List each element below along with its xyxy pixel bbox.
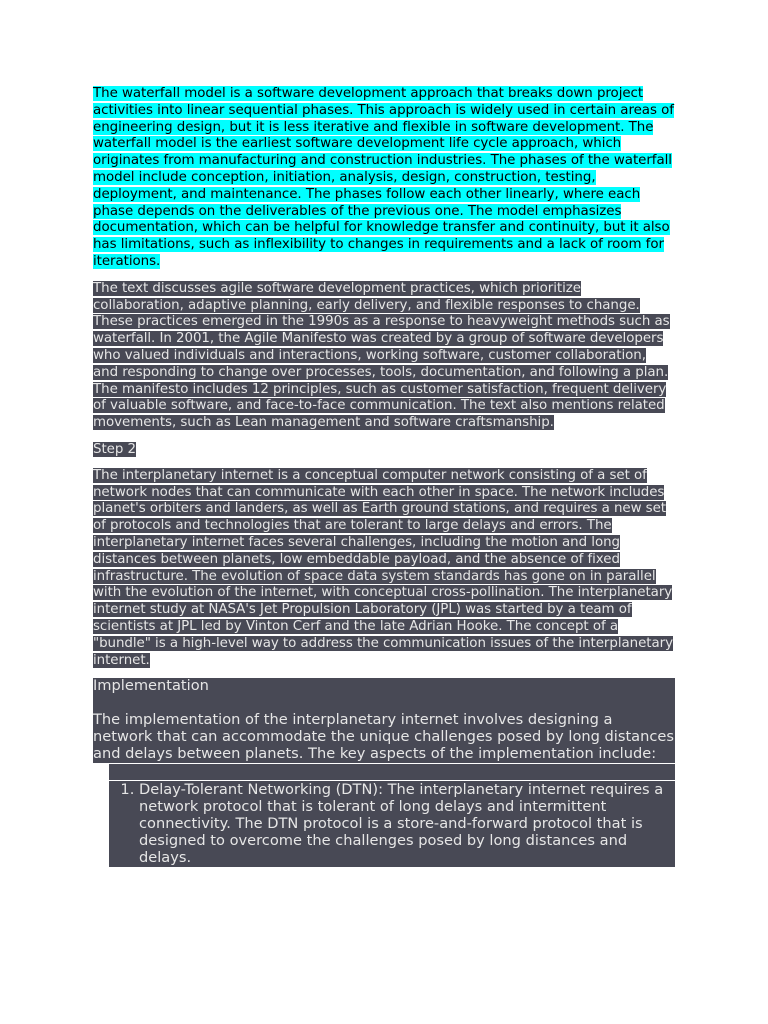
implementation-list-block — [109, 781, 675, 868]
waterfall-paragraph-text: The waterfall model is a software development approach that breaks down project activities into linear sequential phases. This approach is widely used in certain areas of engineering design, but it is less iterative and flexible in software development. The waterfall model is the earliest software development life cycle approach, which originates from manufacturing and construction industries. The phases of the waterfall model include conception, initiation, analysis, design, construction, testing, deployment, and maintenance. The phases follow each other linearly, where each phase depends on the deliverables of the previous one. The model emphasizes documentation, which can be helpful for knowledge transfer and continuity, but it also has limitations, such as inflexibility to changes in requirements and a lack of room for iterations. — [93, 86, 674, 269]
agile-paragraph-text: The text discusses agile software development practices, which prioritize collaboration, adaptive planning, early delivery, and flexible responses to change. These practices emerged in the 1990s as a response to heavyweight methods such as waterfall. In 2001, the Agile Manifesto was created by a group of software developers who valued individuals and interactions, working software, customer collaboration, and responding to change over processes, tools, documentation, and following a plan. The manifesto includes 12 principles, such as customer satisfaction, frequent delivery of valuable software, and face-to-face communication. The text also mentions related movements, such as Lean management and software craftsmanship. — [93, 280, 670, 431]
implementation-intro: The implementation of the interplanetary internet involves designing a network that can accommodate the unique challenges posed by long distances and delays between planets. The key aspects of the implementation include: — [93, 711, 674, 763]
list-item: 1. Delay-Tolerant Networking (DTN): The interplanetary internet requires a network protocol that is tolerant of long delays and intermittent connectivity. The DTN protocol is a store-and-forward protocol that is designed to overcome the challenges posed by long distances and delays. — [139, 782, 667, 867]
step-label — [93, 442, 675, 459]
section-spacer — [93, 695, 675, 712]
implementation-section — [93, 678, 675, 763]
implementation-heading: Implementation — [93, 677, 209, 695]
waterfall-paragraph — [93, 86, 675, 271]
document-body — [93, 86, 675, 867]
implementation-list — [116, 782, 667, 867]
step-label-text: Step 2 — [93, 441, 136, 457]
list-separator-band — [109, 763, 675, 781]
interplanetary-paragraph — [93, 468, 675, 670]
interplanetary-paragraph-text: The interplanetary internet is a conceptual computer network consisting of a set of network nodes that can communicate with each other in space. The network includes planet's orbiters and landers, as well as Earth ground stations, and requires a new set of protocols and technologies that are tolerant to large delays and errors. The interplanetary internet faces several challenges, including the motion and long distances between planets, low embeddable payload, and the absence of fixed infrastructure. The evolution of space data system standards has gone on in parallel with the evolution of the internet, with conceptual cross-pollination. The interplanetary internet study at NASA's Jet Propulsion Laboratory (JPL) was started by a team of scientists at JPL led by Vinton Cerf and the late Adrian Hooke. The concept of a "bundle" is a high-level way to address the communication issues of the interplanetary internet. — [93, 467, 673, 668]
agile-paragraph — [93, 281, 675, 432]
